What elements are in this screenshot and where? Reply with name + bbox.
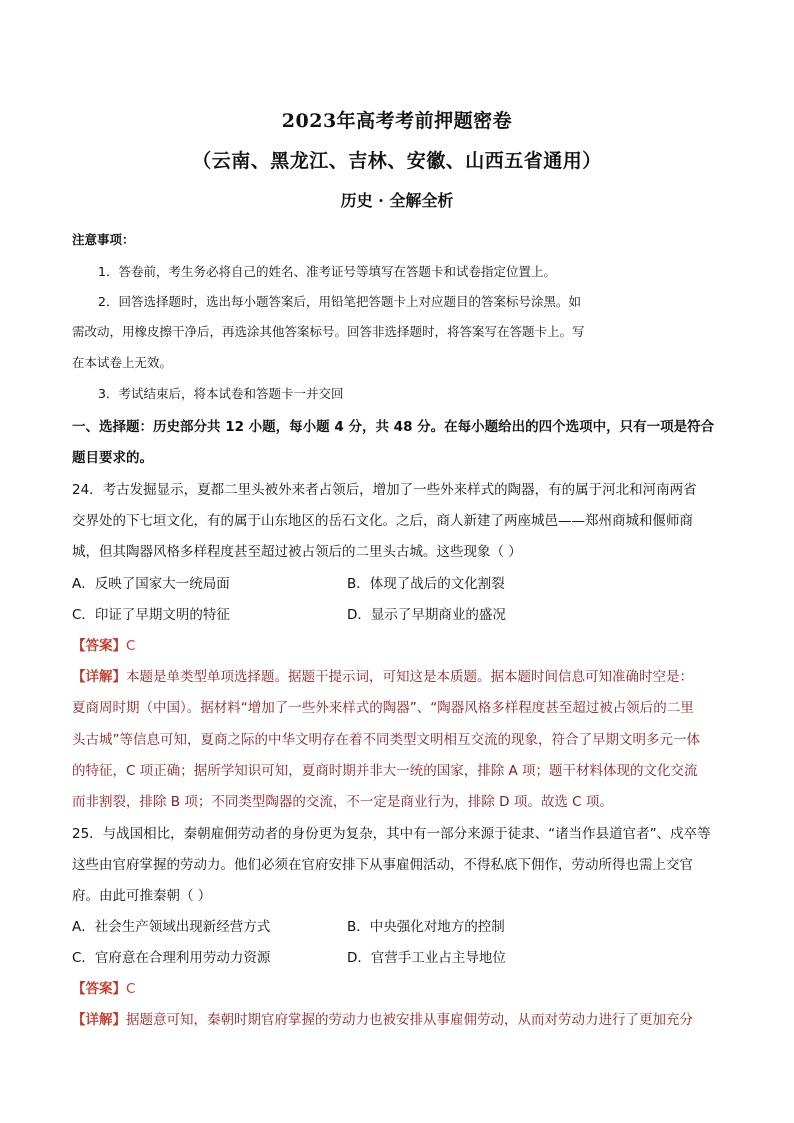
q25-option-a: A．社会生产领域出现新经营方式: [72, 919, 271, 935]
notice-item-1: 1．答卷前，考生务必将自己的姓名、准考证号等填写在答题卡和试卷指定位置上。: [98, 264, 556, 279]
notice-item-3: 3．考试结束后，将本试卷和答题卡一并交回: [98, 386, 344, 401]
detail-label: 【详解】: [72, 669, 126, 685]
detail-label: 【详解】: [72, 1012, 126, 1028]
q25-option-d: D．官营手工业占主导地位: [347, 950, 506, 966]
part1-instruction-line-1: 一、选择题：历史部分共 12 小题，每小题 4 分，共 48 分。在每小题给出的四个选项中，只有一项是符合: [72, 419, 715, 435]
q24-stem-line-2: 交界处的下七垣文化，有的属于山东地区的岳石文化。之后，商人新建了两座城邑——郑州商城和偃师商: [72, 513, 693, 529]
q24-option-b: B．体现了战后的文化割裂: [347, 576, 505, 592]
answer-value: C: [126, 638, 136, 654]
answer-label: 【答案】: [72, 638, 126, 654]
exam-title: 2023年高考考前押题密卷: [281, 110, 513, 132]
q25-stem-line-3: 府。由此可推秦朝（ ）: [72, 888, 212, 904]
q24-stem-line-3: 城，但其陶器风格多样程度甚至超过被占领后的二里头古城。这些现象（ ）: [72, 544, 522, 560]
q24-answer: [72, 634, 732, 654]
notice-item-2-line-2: 需改动，用橡皮擦干净后，再选涂其他答案标号。回答非选择题时，将答案写在答题卡上。写: [72, 324, 585, 339]
answer-label: 【答案】: [72, 981, 126, 997]
q24-detail-line-4: 的特征，C 项正确；据所学知识可知，夏商时期并非大一统的国家，排除 A 项；题干材料体现的文化交流: [72, 763, 698, 779]
q24-option-a: A．反映了国家大一统局面: [72, 576, 230, 592]
notice-item-2-line-1: 2．回答选择题时，选出每小题答案后，用铅笔把答题卡上对应题目的答案标号涂黑。如: [98, 294, 581, 309]
notice-item-2-line-3: 在本试卷上无效。: [72, 355, 173, 370]
section-title: 历史 · 全解全析: [340, 191, 454, 210]
q24-detail-line-2: 夏商周时期（中国）。据材料“增加了一些外来样式的陶器”、“陶器风格多样程度甚至超过被占领后的二里: [72, 700, 694, 716]
q24-detail-line-1: [72, 665, 732, 685]
q25-option-b: B．中央强化对地方的控制: [347, 919, 505, 935]
detail-text: 本题是单类型单项选择题。据题干提示词，可知这是本质题。据本题时间信息可知准确时空是：: [126, 669, 693, 685]
q24-detail-line-5: 而非割裂，排除 B 项；不同类型陶器的交流，不一定是商业行为，排除 D 项。故选 C 项。: [72, 794, 613, 810]
q24-stem-line-1: 24．考古发掘显示，夏都二里头被外来者占领后，增加了一些外来样式的陶器，有的属于河北和河南两省: [72, 482, 697, 498]
q24-option-c: C．印证了早期文明的特征: [72, 607, 230, 623]
exam-subtitle: （云南、黑龙江、吉林、安徽、山西五省通用）: [192, 150, 602, 172]
q25-stem-line-1: 25．与战国相比，秦朝雇佣劳动者的身份更为复杂，其中有一部分来源于徒隶、“诸当作县道官者”、戍卒等: [72, 826, 711, 842]
detail-text: 据题意可知，秦朝时期官府掌握的劳动力也被安排从事雇佣劳动，从而对劳动力进行了更加充分: [126, 1012, 693, 1028]
notice-heading: 注意事项：: [72, 232, 135, 247]
q25-option-c: C．官府意在合理利用劳动力资源: [72, 950, 271, 966]
q25-answer: [72, 977, 732, 997]
q25-stem-line-2: 这些由官府掌握的劳动力。他们必须在官府安排下从事雇佣活动，不得私底下佣作，劳动所得也需上交官: [72, 857, 693, 873]
answer-value: C: [126, 981, 136, 997]
part1-instruction-line-2: 题目要求的。: [72, 450, 153, 466]
q24-detail-line-3: 头古城”等信息可知，夏商之际的中华文明存在着不同类型文明相互交流的现象，符合了早期文明多元一体: [72, 732, 700, 748]
q24-option-d: D．显示了早期商业的盛况: [347, 607, 506, 623]
q25-detail-line-1: [72, 1008, 732, 1028]
